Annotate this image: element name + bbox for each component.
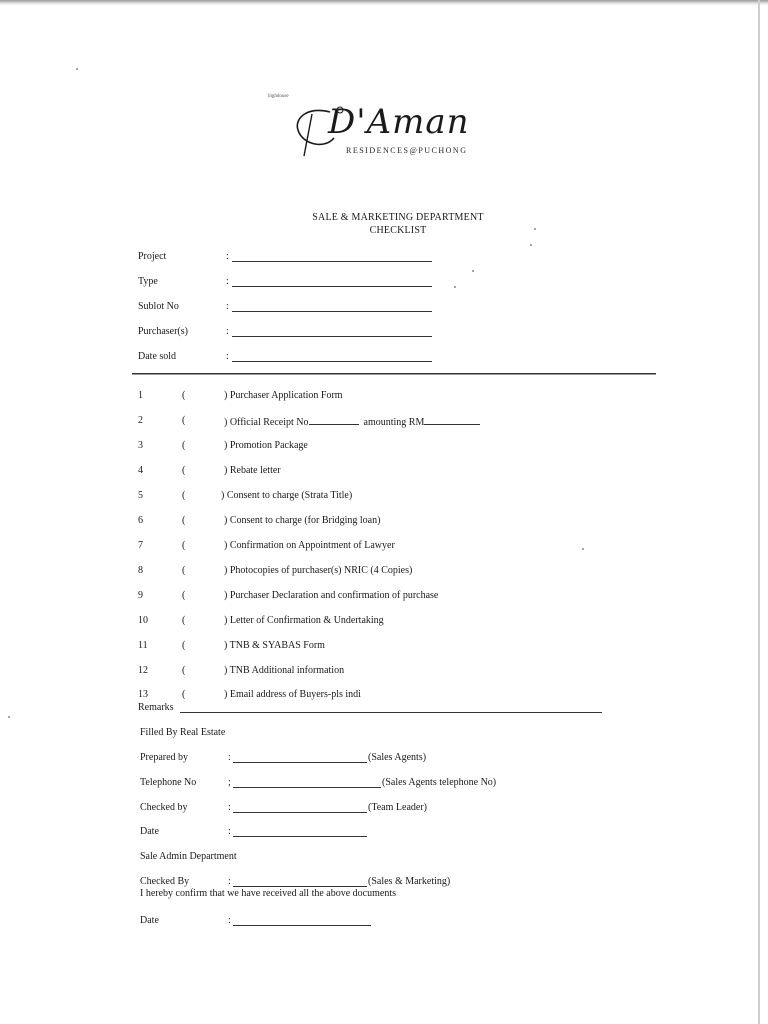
sig-colon: : — [228, 826, 231, 837]
item-number: 2 — [138, 415, 143, 426]
item-checkbox[interactable]: ( — [182, 465, 186, 476]
date-sold-input-line[interactable] — [232, 361, 432, 362]
sig-label: Date — [140, 915, 159, 926]
sig-label: Date — [140, 826, 159, 837]
item-checkbox[interactable]: ( — [182, 440, 186, 451]
sig-label: Checked By — [140, 876, 190, 887]
item-text: ) Promotion Package — [224, 440, 308, 451]
item-checkbox[interactable]: ( — [182, 490, 186, 501]
remarks-label: Remarks — [138, 702, 174, 713]
sale-admin-heading: Sale Admin Department — [140, 851, 237, 862]
scan-edge-top — [0, 0, 768, 6]
item-text: ) Purchaser Declaration and confirmation of purchase — [224, 590, 439, 601]
item-text-part: ) Official Receipt No — [224, 417, 309, 428]
document-title: CHECKLIST — [369, 225, 427, 236]
field-colon: : — [226, 251, 229, 262]
sig-colon: ; — [228, 777, 231, 788]
field-colon: : — [226, 276, 229, 287]
item-number: 4 — [138, 465, 143, 476]
item-number: 12 — [138, 665, 148, 676]
item-number: 10 — [138, 615, 148, 626]
remarks-input-line[interactable] — [180, 712, 602, 713]
project-input-line[interactable] — [232, 261, 432, 262]
field-label: Date sold — [138, 351, 177, 362]
purchasers-input-line[interactable] — [232, 336, 432, 337]
item-number: 11 — [138, 640, 148, 651]
filled-by-heading: Filled By Real Estate — [140, 727, 226, 738]
item-text: ) Confirmation on Appointment of Lawyer — [224, 540, 395, 551]
logo-subtitle: RESIDENCES@PUCHONG — [346, 146, 468, 155]
item-checkbox[interactable]: ( — [182, 540, 186, 551]
item-text: ) TNB & SYABAS Form — [224, 640, 325, 651]
section-divider — [132, 373, 656, 375]
sig-label: Checked by — [140, 802, 188, 813]
item-text — [224, 415, 480, 428]
item-number: 6 — [138, 515, 143, 526]
date-input-line[interactable] — [233, 836, 367, 837]
sig-note: (Sales & Marketing) — [368, 876, 451, 887]
telephone-input-line[interactable] — [233, 787, 381, 788]
field-label: Purchaser(s) — [138, 326, 188, 337]
type-input-line[interactable] — [232, 286, 432, 287]
sig-note: (Team Leader) — [368, 802, 427, 813]
field-colon: : — [226, 326, 229, 337]
item-number: 13 — [138, 689, 148, 700]
item-number: 9 — [138, 590, 143, 601]
item-number: 1 — [138, 390, 143, 401]
item-checkbox[interactable]: ( — [182, 665, 186, 676]
item-text: ) TNB Additional information — [224, 665, 345, 676]
item-checkbox[interactable]: ( — [182, 415, 186, 426]
sig-note: (Sales Agents) — [368, 752, 427, 763]
item-text: ) Photocopies of purchaser(s) NRIC (4 Copies) — [224, 565, 413, 576]
field-colon: : — [226, 301, 229, 312]
sublot-input-line[interactable] — [232, 311, 432, 312]
sig-note: (Sales Agents telephone No) — [382, 777, 497, 788]
sig-label: Telephone No — [140, 777, 197, 788]
scan-speck — [454, 286, 456, 288]
scan-speck — [582, 548, 584, 550]
field-label: Project — [138, 251, 167, 262]
amount-blank[interactable] — [424, 415, 480, 425]
item-text: ) Consent to charge (for Bridging loan) — [224, 515, 381, 526]
logo-name: D'Aman — [328, 102, 470, 142]
admin-date-input-line[interactable] — [233, 925, 371, 926]
item-checkbox[interactable]: ( — [182, 689, 186, 700]
item-number: 8 — [138, 565, 143, 576]
scan-speck — [472, 270, 474, 272]
item-text-part: amounting RM — [363, 417, 425, 428]
item-checkbox[interactable]: ( — [182, 590, 186, 601]
item-checkbox[interactable]: ( — [182, 390, 186, 401]
item-text: ) Rebate letter — [224, 465, 281, 476]
scan-speck — [530, 244, 532, 246]
sig-colon: : — [228, 876, 231, 887]
item-checkbox[interactable]: ( — [182, 615, 186, 626]
scan-edge-right — [758, 0, 760, 1024]
item-text: ) Purchaser Application Form — [224, 390, 343, 401]
item-checkbox[interactable]: ( — [182, 565, 186, 576]
department-heading: SALE & MARKETING DEPARTMENT — [312, 212, 484, 223]
field-colon: : — [226, 351, 229, 362]
scan-speck — [8, 716, 10, 718]
item-number: 3 — [138, 440, 143, 451]
item-number: 7 — [138, 540, 143, 551]
logo-small-text: bighdouse — [268, 94, 289, 99]
item-text: ) Email address of Buyers-pls indi — [224, 689, 361, 700]
scan-speck — [76, 68, 78, 70]
sig-colon: : — [228, 915, 231, 926]
item-checkbox[interactable]: ( — [182, 640, 186, 651]
sig-label: Prepared by — [140, 752, 189, 763]
company-logo — [268, 94, 498, 164]
checked-by-input-line[interactable] — [233, 812, 367, 813]
admin-checked-by-input-line[interactable] — [233, 886, 367, 887]
item-number: 5 — [138, 490, 143, 501]
item-text: ) Consent to charge (Strata Title) — [221, 490, 353, 501]
confirmation-statement: I hereby confirm that we have received all the above documents — [140, 888, 397, 899]
prepared-by-input-line[interactable] — [233, 762, 367, 763]
item-checkbox[interactable]: ( — [182, 515, 186, 526]
item-text: ) Letter of Confirmation & Undertaking — [224, 615, 384, 626]
field-label: Sublot No — [138, 301, 179, 312]
sig-colon: : — [228, 752, 231, 763]
sig-colon: : — [228, 802, 231, 813]
receipt-no-blank[interactable] — [309, 415, 359, 425]
field-label: Type — [138, 276, 158, 287]
